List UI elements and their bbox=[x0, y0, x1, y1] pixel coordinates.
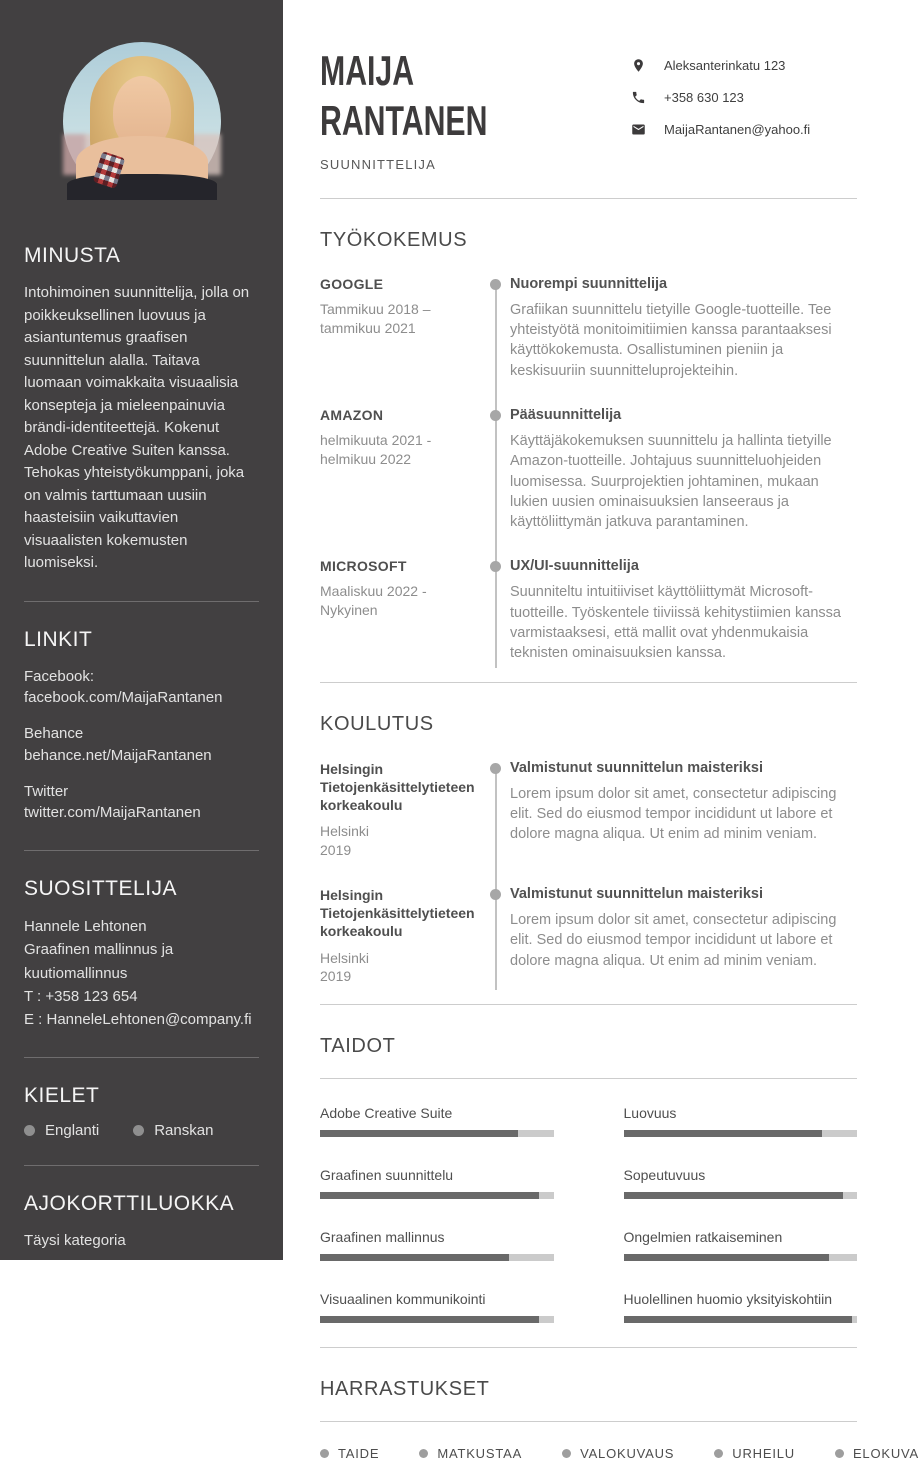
link-item-facebook[interactable] bbox=[24, 666, 259, 710]
role-description: Käyttäjäkokemuksen suunnittelu ja hallinta tietyille Amazon-tuotteille. Johtajuus suunnitteluohjeiden luomisessa. Suurprojektien johtaminen, mukaan lukien uusien ominaisuuksien lanseeraus ja käyttöliittymän jatkuva parantaminen. bbox=[510, 432, 832, 531]
language-label: Englanti bbox=[45, 1122, 100, 1140]
timeline-dot-icon bbox=[470, 558, 510, 663]
education-heading: KOULUTUS bbox=[320, 712, 434, 735]
languages-heading: KIELET bbox=[24, 1084, 100, 1108]
contact-address-text: Aleksanterinkatu 123 bbox=[664, 58, 786, 73]
skill-bar-fill bbox=[320, 1130, 518, 1137]
role-description: Suunniteltu intuitiiviset käyttöliittymät Microsoft-tuotteille. Työskentele tiiviissä kehitystiimien kanssa varmistaaksesi, että mallit ovat yhdenmukaisia teknisten ominaisuuksien kanssa. bbox=[510, 584, 841, 662]
experience-section bbox=[320, 229, 857, 682]
skill-item bbox=[624, 1105, 858, 1137]
section-divider bbox=[320, 1347, 857, 1348]
main-content bbox=[283, 0, 919, 1461]
skill-bar-track bbox=[320, 1192, 554, 1199]
about-heading: MINUSTA bbox=[24, 244, 121, 267]
role-description: Grafiikan suunnittelu tietyille Google-tuotteille. Tee yhteistyötä monitoimitiimien kanssa parantaaksesi käyttökokemusta. Osallistuminen pieniin ja keskisuuriin suunnitteluprojekteihin. bbox=[510, 301, 832, 379]
bullet-dot-icon bbox=[133, 1125, 144, 1136]
skill-item bbox=[624, 1291, 858, 1323]
skills-heading: TAIDOT bbox=[320, 1035, 396, 1058]
skill-item bbox=[624, 1167, 858, 1199]
skill-bar-track bbox=[624, 1316, 858, 1323]
language-item bbox=[24, 1122, 99, 1139]
sidebar-divider bbox=[24, 601, 259, 602]
bullet-dot-icon bbox=[419, 1449, 428, 1458]
hobby-item bbox=[320, 1446, 379, 1461]
skill-label: Graafinen mallinnus bbox=[320, 1229, 445, 1246]
timeline-dot-icon bbox=[470, 760, 510, 860]
contact-email[interactable] bbox=[631, 122, 857, 137]
contact-phone[interactable] bbox=[631, 90, 857, 105]
sidebar-divider bbox=[24, 850, 259, 851]
graduation-year: 2019 bbox=[320, 842, 352, 859]
skill-item bbox=[320, 1291, 554, 1323]
link-url[interactable]: twitter.com/MaijaRantanen bbox=[24, 804, 201, 822]
contact-block bbox=[631, 58, 857, 154]
degree-description: Lorem ipsum dolor sit amet, consectetur adipiscing elit. Sed do eiusmod tempor incididunt ut labore et dolore magna aliqua. Ut enim ad minim veniam. bbox=[510, 785, 837, 843]
employment-dates: Maaliskuu 2022 - Nykyinen bbox=[320, 583, 427, 619]
hobby-label: MATKUSTAA bbox=[437, 1446, 523, 1461]
skill-item bbox=[320, 1167, 554, 1199]
sidebar-divider bbox=[24, 1057, 259, 1058]
referee-role: Graafinen mallinnus ja kuutiomallinnus bbox=[24, 941, 174, 982]
skills-heading-divider bbox=[320, 1078, 857, 1079]
school-name: Helsingin Tietojenkäsittelytieteen korkeakoulu bbox=[320, 760, 475, 814]
link-label: Behance bbox=[24, 725, 84, 742]
hobbies-section bbox=[320, 1378, 919, 1461]
skill-label: Graafinen suunnittelu bbox=[320, 1167, 454, 1184]
school-city: Helsinki bbox=[320, 949, 370, 966]
skill-bar-track bbox=[320, 1254, 554, 1261]
skill-bar-track bbox=[624, 1192, 858, 1199]
languages-list bbox=[24, 1122, 259, 1139]
skill-bar-fill bbox=[624, 1254, 829, 1261]
employment-dates: Tammikuu 2018 – tammikuu 2021 bbox=[320, 300, 431, 336]
skills-grid bbox=[320, 1105, 857, 1323]
timeline-dot-icon bbox=[470, 407, 510, 532]
contact-phone-text: +358 630 123 bbox=[664, 90, 744, 105]
referee-phone: T : +358 123 654 bbox=[24, 987, 138, 1005]
section-divider bbox=[320, 198, 857, 199]
school-city: Helsinki bbox=[320, 823, 370, 840]
company-name: GOOGLE bbox=[320, 275, 384, 292]
referee-section bbox=[24, 877, 259, 1031]
about-section bbox=[24, 244, 259, 575]
company-name: AMAZON bbox=[320, 406, 384, 423]
skill-label: Sopeutuvuus bbox=[623, 1167, 706, 1184]
experience-heading: TYÖKOKEMUS bbox=[320, 228, 468, 251]
hobbies-heading-divider bbox=[320, 1421, 857, 1422]
education-entry bbox=[320, 886, 857, 1004]
about-text: Intohimoinen suunnittelija, jolla on poikkeuksellinen luovuus ja asiantuntemus graafisen suunnittelun alalla. Taitava luomaan voimakkaita visuaalisia konsepteja ja mieleenpainuvia brändi-identiteettejä. Kokenut Adobe Creative Suiten kanssa. Tehokas yhteistyökumppani, joka on valmis tarttumaan uusiin haasteisiin vaikuttavien visuaalisten kokemusten luomiseksi. bbox=[24, 284, 250, 571]
language-label: Ranskan bbox=[154, 1122, 214, 1140]
job-title: SUUNNITTELIJA bbox=[320, 156, 437, 172]
school-name: Helsingin Tietojenkäsittelytieteen korkeakoulu bbox=[320, 886, 475, 940]
skills-section bbox=[320, 1035, 857, 1348]
skill-bar-fill bbox=[320, 1254, 509, 1261]
skill-item bbox=[320, 1229, 554, 1261]
referee-email: E : HanneleLehtonen@company.fi bbox=[24, 1011, 252, 1028]
skill-item bbox=[320, 1105, 554, 1137]
bullet-dot-icon bbox=[24, 1125, 35, 1136]
skill-label: Luovuus bbox=[623, 1105, 677, 1122]
link-item-twitter[interactable] bbox=[24, 781, 259, 825]
employment-dates: helmikuuta 2021 - helmikuu 2022 bbox=[320, 431, 432, 467]
skill-bar-track bbox=[320, 1130, 554, 1137]
sidebar-divider bbox=[24, 1165, 259, 1166]
hobby-item bbox=[562, 1446, 674, 1461]
skill-bar-fill bbox=[624, 1316, 853, 1323]
skill-bar-track bbox=[624, 1254, 858, 1261]
skill-item bbox=[624, 1229, 858, 1261]
first-name: MAIJA bbox=[320, 47, 415, 94]
referee-name: Hannele Lehtonen bbox=[24, 918, 147, 935]
header bbox=[320, 46, 857, 172]
role-title: UX/UI-suunnittelija bbox=[510, 558, 639, 575]
link-label: Facebook: bbox=[24, 667, 95, 685]
skill-bar-fill bbox=[624, 1192, 843, 1199]
section-divider bbox=[320, 682, 857, 683]
hobby-item bbox=[835, 1446, 919, 1461]
link-label: Twitter bbox=[24, 782, 69, 800]
graduation-year: 2019 bbox=[320, 968, 352, 985]
skill-label: Visuaalinen kommunikointi bbox=[320, 1291, 486, 1308]
section-divider bbox=[320, 1004, 857, 1005]
contact-address bbox=[631, 58, 857, 73]
language-item bbox=[133, 1122, 213, 1139]
skill-label: Adobe Creative Suite bbox=[320, 1105, 453, 1122]
profile-photo bbox=[63, 42, 221, 200]
contact-email-text: MaijaRantanen@yahoo.fi bbox=[664, 122, 811, 137]
bullet-dot-icon bbox=[320, 1449, 329, 1458]
bullet-dot-icon bbox=[714, 1449, 723, 1458]
hobby-label: TAIDE bbox=[338, 1446, 380, 1461]
education-entry bbox=[320, 760, 857, 886]
skill-bar-track bbox=[624, 1130, 858, 1137]
hobby-label: URHEILU bbox=[732, 1446, 795, 1461]
links-section bbox=[24, 628, 259, 825]
role-title: Pääsuunnittelija bbox=[510, 406, 622, 423]
skill-bar-fill bbox=[320, 1316, 539, 1323]
company-name: MICROSOFT bbox=[320, 558, 407, 575]
hobby-item bbox=[714, 1446, 795, 1461]
experience-entry-google bbox=[320, 276, 857, 407]
license-heading: AJOKORTTILUOKKA bbox=[24, 1192, 235, 1216]
referee-heading: SUOSITTELIJA bbox=[24, 877, 178, 900]
license-section bbox=[24, 1192, 259, 1253]
link-item-behance[interactable] bbox=[24, 723, 259, 767]
education-timeline bbox=[320, 760, 857, 1005]
degree-description: Lorem ipsum dolor sit amet, consectetur adipiscing elit. Sed do eiusmod tempor incididunt ut labore et dolore magna aliqua. Ut enim ad minim veniam. bbox=[510, 911, 837, 969]
license-text: Täysi kategoria bbox=[24, 1232, 126, 1250]
hobbies-heading: HARRASTUKSET bbox=[320, 1378, 490, 1401]
sidebar bbox=[0, 0, 283, 1260]
skill-bar-track bbox=[320, 1316, 554, 1323]
photo-clothing bbox=[67, 174, 217, 200]
location-pin-icon bbox=[631, 58, 646, 73]
bullet-dot-icon bbox=[835, 1449, 844, 1458]
name-block bbox=[320, 46, 553, 172]
timeline-dot-icon bbox=[470, 276, 510, 381]
phone-icon bbox=[631, 90, 646, 105]
skill-bar-fill bbox=[624, 1130, 822, 1137]
experience-entry-microsoft bbox=[320, 558, 857, 681]
skill-label: Ongelmien ratkaiseminen bbox=[623, 1229, 783, 1246]
link-url[interactable]: facebook.com/MaijaRantanen bbox=[24, 689, 223, 707]
hobby-label: ELOKUVA bbox=[852, 1446, 919, 1461]
link-url[interactable]: behance.net/MaijaRantanen bbox=[24, 746, 212, 764]
role-title: Nuorempi suunnittelija bbox=[510, 275, 668, 292]
degree-title: Valmistunut suunnittelun maisteriksi bbox=[510, 885, 763, 902]
education-section bbox=[320, 713, 857, 1005]
experience-entry-amazon bbox=[320, 407, 857, 558]
hobbies-list bbox=[320, 1446, 919, 1461]
skill-bar-fill bbox=[320, 1192, 539, 1199]
last-name: RANTANEN bbox=[320, 97, 488, 145]
skill-label: Huolellinen huomio yksityiskohtiin bbox=[623, 1291, 833, 1308]
hobby-label: VALOKUVAUS bbox=[580, 1446, 675, 1461]
email-icon bbox=[631, 122, 646, 137]
hobby-item bbox=[419, 1446, 522, 1461]
links-heading: LINKIT bbox=[24, 627, 93, 651]
experience-timeline bbox=[320, 276, 857, 682]
timeline-dot-icon bbox=[470, 886, 510, 986]
degree-title: Valmistunut suunnittelun maisteriksi bbox=[510, 759, 763, 776]
languages-section bbox=[24, 1084, 259, 1139]
bullet-dot-icon bbox=[562, 1449, 571, 1458]
